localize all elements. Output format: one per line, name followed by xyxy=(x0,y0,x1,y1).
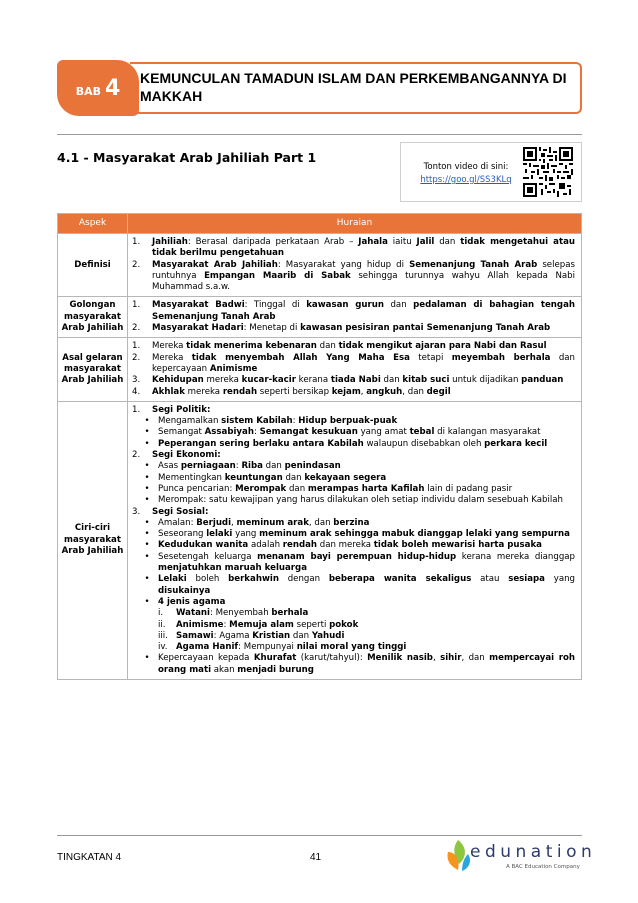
list-item: 2. Masyarakat Hadari: Menetap di kawasan pesisiran pantai Semenanjung Tanah Arab xyxy=(132,323,551,334)
category-heading: 1. Segi Politik: xyxy=(132,404,211,415)
list-item: 1. Jahiliah: Berasal daripada perkataan Arab – Jahala iaitu Jalil dan tidak mengetahui atau tidak berilmu pengetahuan xyxy=(132,237,575,259)
page-number: 41 xyxy=(310,852,322,863)
brand-name: edunation xyxy=(470,842,597,862)
aspect-cell: Golongan masyarakat Arab Jahiliah xyxy=(58,297,128,338)
section-title: 4.1 - Masyarakat Arab Jahiliah Part 1 xyxy=(57,150,317,165)
aspect-cell: Definisi xyxy=(58,234,128,297)
edunation-logo xyxy=(444,836,597,876)
video-box xyxy=(400,142,582,202)
bullet-item: • Peperangan sering berlaku antara Kabilah walaupun disebabkan oleh perkara kecil xyxy=(144,438,548,449)
bullet-item: • Kedudukan wanita adalah rendah dan mereka tidak boleh mewarisi harta pusaka xyxy=(144,540,542,551)
bullet-item: • Amalan: Berjudi, meminum arak, dan berzina xyxy=(144,517,370,528)
table-row xyxy=(58,234,582,297)
list-item: 4. Akhlak mereka rendah seperti bersikap kejam, angkuh, dan degil xyxy=(132,386,451,397)
bullet-item: • Punca pencarian: Merompak dan merampas harta Kafilah lain di padang pasir xyxy=(144,483,513,494)
roman-item: iv. Agama Hanif: Mempunyai nilai moral yang tinggi xyxy=(158,642,407,653)
roman-item: ii. Animisme: Memuja alam seperti pokok xyxy=(158,619,359,630)
table-row xyxy=(58,401,582,679)
bullet-item: • Sesetengah keluarga menanam bayi perempuan hidup-hidup kerana mereka dianggap menjatuhkan maruah keluarga xyxy=(144,551,576,574)
video-text-block xyxy=(411,161,521,187)
description-cell xyxy=(128,401,582,679)
bullet-item: • Semangat Assabiyah: Semangat kesukuan yang amat tebal di kalangan masyarakat xyxy=(144,427,541,438)
chapter-title: KEMUNCULAN TAMADUN ISLAM DAN PERKEMBANGANNYA DI MAKKAH xyxy=(130,62,582,114)
category-heading: 3. Segi Sosial: xyxy=(132,506,209,517)
chapter-bab-label: BAB xyxy=(75,84,101,98)
header-huraian: Huraian xyxy=(128,214,582,234)
list-item: 1. Mereka tidak menerima kebenaran dan tidak mengikut ajaran para Nabi dan Rasul xyxy=(132,341,547,352)
video-prompt: Tonton video di sini: xyxy=(423,162,509,172)
table-row xyxy=(58,338,582,401)
list-item: 2. Mereka tidak menyembah Allah Yang Maha Esa tetapi meyembah berhala dan kepercayaan Animisme xyxy=(132,352,575,374)
table-header-row xyxy=(58,214,582,234)
category-heading: 2. Segi Ekonomi: xyxy=(132,450,221,461)
description-cell xyxy=(128,234,582,297)
bullet-item: • Mementingkan keuntungan dan kekayaan segera xyxy=(144,472,387,483)
bullet-item: • Merompak: satu kewajipan yang harus dilakukan oleh setiap individu dalam sesebuah Kabilah xyxy=(144,495,563,506)
bullet-item: • Seseorang lelaki yang meminum arak sehingga mabuk dianggap lelaki yang sempurna xyxy=(144,529,570,540)
list-item: 3. Kehidupan mereka kucar-kacir kerana tiada Nabi dan kitab suci untuk dijadikan panduan xyxy=(132,375,564,386)
bullet-item: • Lelaki boleh berkahwin dengan beberapa wanita sekaligus atau sesiapa yang disukainya xyxy=(144,574,575,596)
bullet-item: • Asas perniagaan: Riba dan penindasan xyxy=(144,461,341,472)
bullet-item: • 4 jenis agama xyxy=(144,596,226,607)
bullet-item: • Kepercayaan kepada Khurafat (karut/tahyul): Menilik nasib, sihir, dan mempercayai roh orang mati akan menjadi burung xyxy=(144,653,575,675)
roman-item: iii. Samawi: Agama Kristian dan Yahudi xyxy=(158,630,345,641)
aspect-cell: Asal gelaran masyarakat Arab Jahiliah xyxy=(58,338,128,401)
bullet-item: • Mengamalkan sistem Kabilah: Hidup berpuak-puak xyxy=(144,416,398,427)
brand-tagline: A BAC Education Company xyxy=(506,864,580,870)
header-divider xyxy=(57,134,582,135)
jahiliah-table xyxy=(57,213,582,680)
video-link[interactable]: https://goo.gl/SS3KLq xyxy=(420,175,512,185)
list-item: 1. Masyarakat Badwi: Tinggal di kawasan gurun dan pedalaman di bahagian tengah Semenanjung Tanah Arab xyxy=(132,300,575,322)
aspect-cell: Ciri-ciri masyarakat Arab Jahiliah xyxy=(58,401,128,679)
table-row xyxy=(58,297,582,338)
chapter-badge xyxy=(57,60,139,116)
description-cell xyxy=(128,297,582,338)
qr-code-icon[interactable] xyxy=(523,147,573,197)
chapter-number: 4 xyxy=(104,75,121,101)
roman-item: i. Watani: Menyembah berhala xyxy=(158,608,309,619)
header-aspek: Aspek xyxy=(58,214,128,234)
footer-level: TINGKATAN 4 xyxy=(57,852,122,863)
description-cell xyxy=(128,338,582,401)
list-item: 2. Masyarakat Arab Jahiliah: Masyarakat yang hidup di Semenanjung Tanah Arab selepas runtuhnya Empangan Maarib di Sabak sehingga turunnya wahyu Allah kepada Nabi Muhammad s.a.w. xyxy=(132,259,575,293)
